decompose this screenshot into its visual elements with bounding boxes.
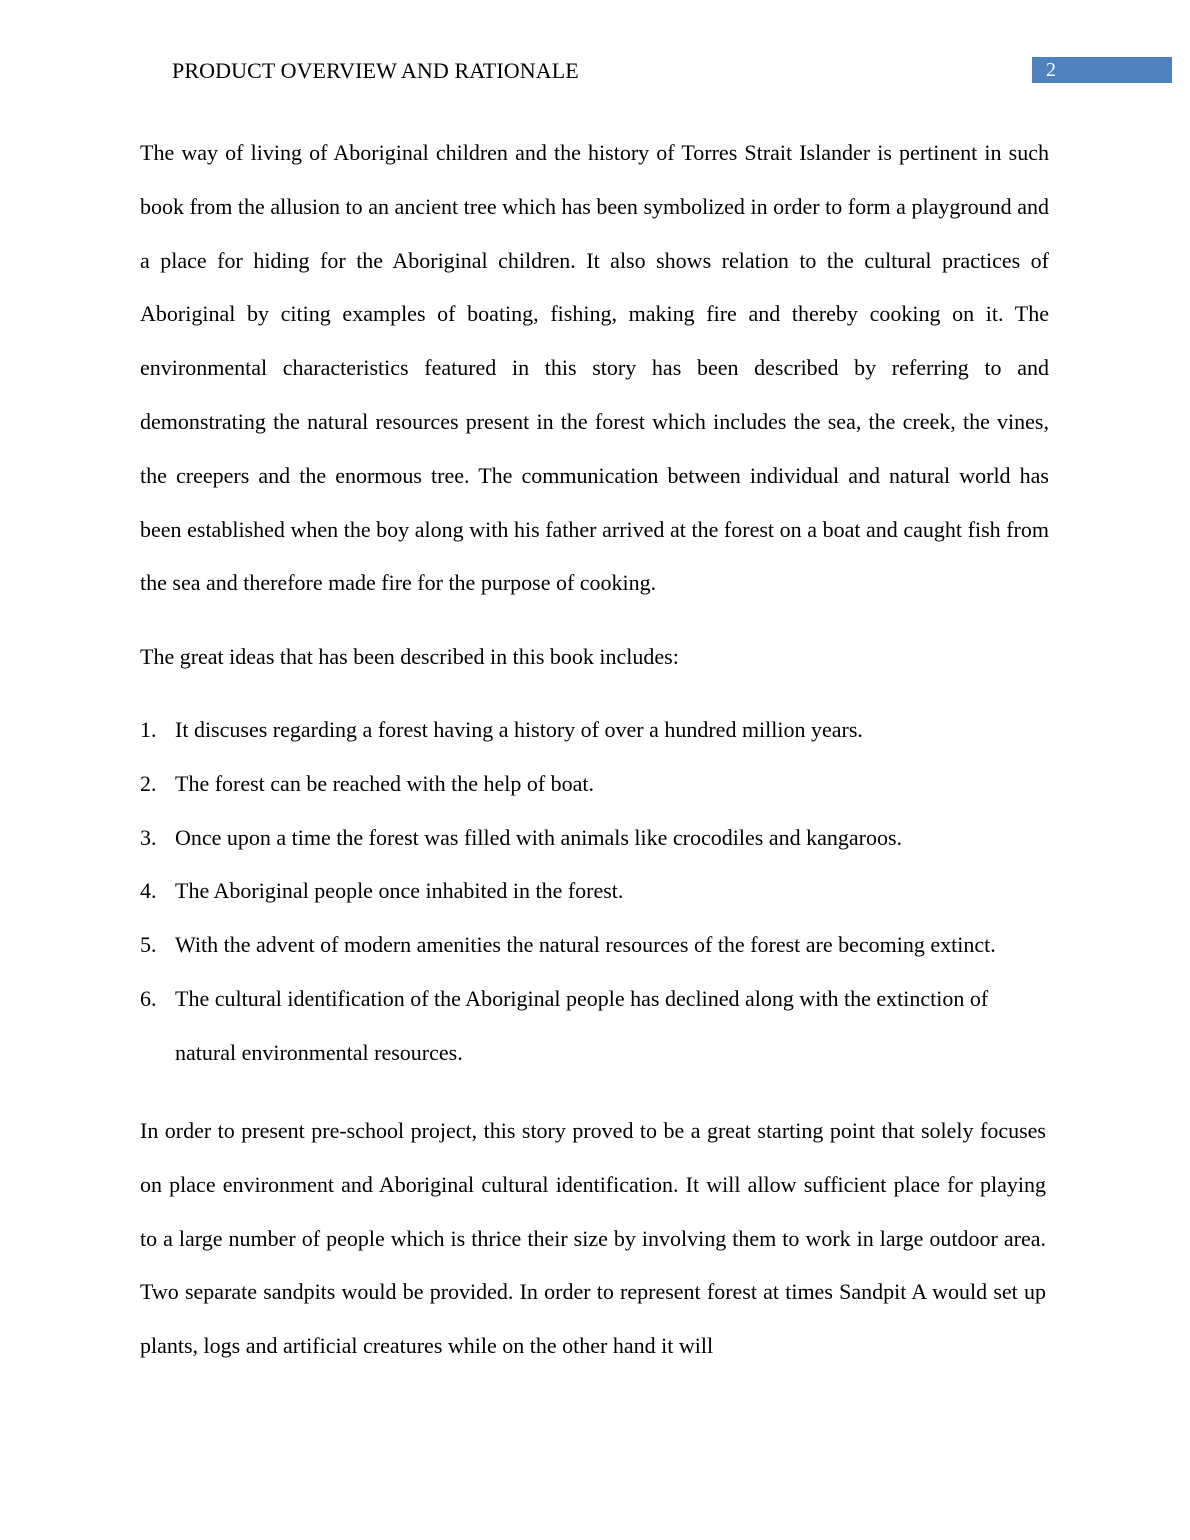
list-item — [140, 972, 1049, 1080]
list-item-text: The forest can be reached with the help of boat. — [175, 770, 595, 796]
list-item-number: 4. — [140, 878, 157, 904]
page-number: 2 — [1046, 59, 1056, 81]
body-section-2 — [140, 1104, 1046, 1373]
intro-section — [140, 642, 1049, 672]
list-item-text: Once upon a time the forest was filled with animals like crocodiles and kangaroos. — [175, 824, 903, 850]
paragraph-2: In order to present pre-school project, this story proved to be a great starting point that solely focuses on place environment and Aboriginal cultural identification. It will allow sufficient place for playing to a large number of people which is thrice their size by involving them to work in large outdoor area. Two separate sandpits would be provided. In order to represent forest at times Sandpit A would set up plants, logs and artificial creatures while on the other hand it will — [140, 1118, 1046, 1359]
ideas-list — [140, 703, 1049, 1080]
list-item-number: 5. — [140, 932, 157, 958]
list-item-text: The Aboriginal people once inhabited in the forest. — [175, 878, 624, 904]
list-item-number: 3. — [140, 824, 157, 850]
list-item — [140, 918, 1049, 972]
list-item — [140, 811, 1049, 865]
list-item-text: The cultural identification of the Aboriginal people has declined along with the extinction of natural environmental resources. — [175, 985, 989, 1065]
page-number-box — [1032, 57, 1172, 83]
list-item-number: 1. — [140, 717, 157, 742]
list-item — [140, 703, 1049, 757]
list-item — [140, 757, 1049, 811]
ideas-list-section — [140, 703, 1049, 1080]
body-section-1 — [140, 126, 1049, 610]
list-item-number: 6. — [140, 985, 157, 1011]
paragraph-1: The way of living of Aboriginal children and the history of Torres Strait Islander is pertinent in such book from the allusion to an ancient tree which has been symbolized in order to form a playground and a place for hiding for the Aboriginal children. It also shows relation to the cultural practices of Aboriginal by citing examples of boating, fishing, making fire and thereby cooking on it. The environmental characteristics featured in this story has been described by referring to and demonstrating the natural resources present in the forest which includes the sea, the creek, the vines, the creepers and the enormous tree. The communication between individual and natural world has been established when the boy along with his father arrived at the forest on a boat and caught fish from the sea and therefore made fire for the purpose of cooking. — [140, 140, 1049, 596]
header-title: PRODUCT OVERVIEW AND RATIONALE — [172, 58, 579, 83]
list-item-number: 2. — [140, 770, 157, 796]
list-intro: The great ideas that has been described in this book includes: — [140, 644, 679, 669]
list-item — [140, 864, 1049, 918]
list-item-text: With the advent of modern amenities the natural resources of the forest are becoming extinct. — [175, 932, 996, 958]
list-item-text: It discuses regarding a forest having a history of over a hundred million years. — [175, 717, 863, 742]
